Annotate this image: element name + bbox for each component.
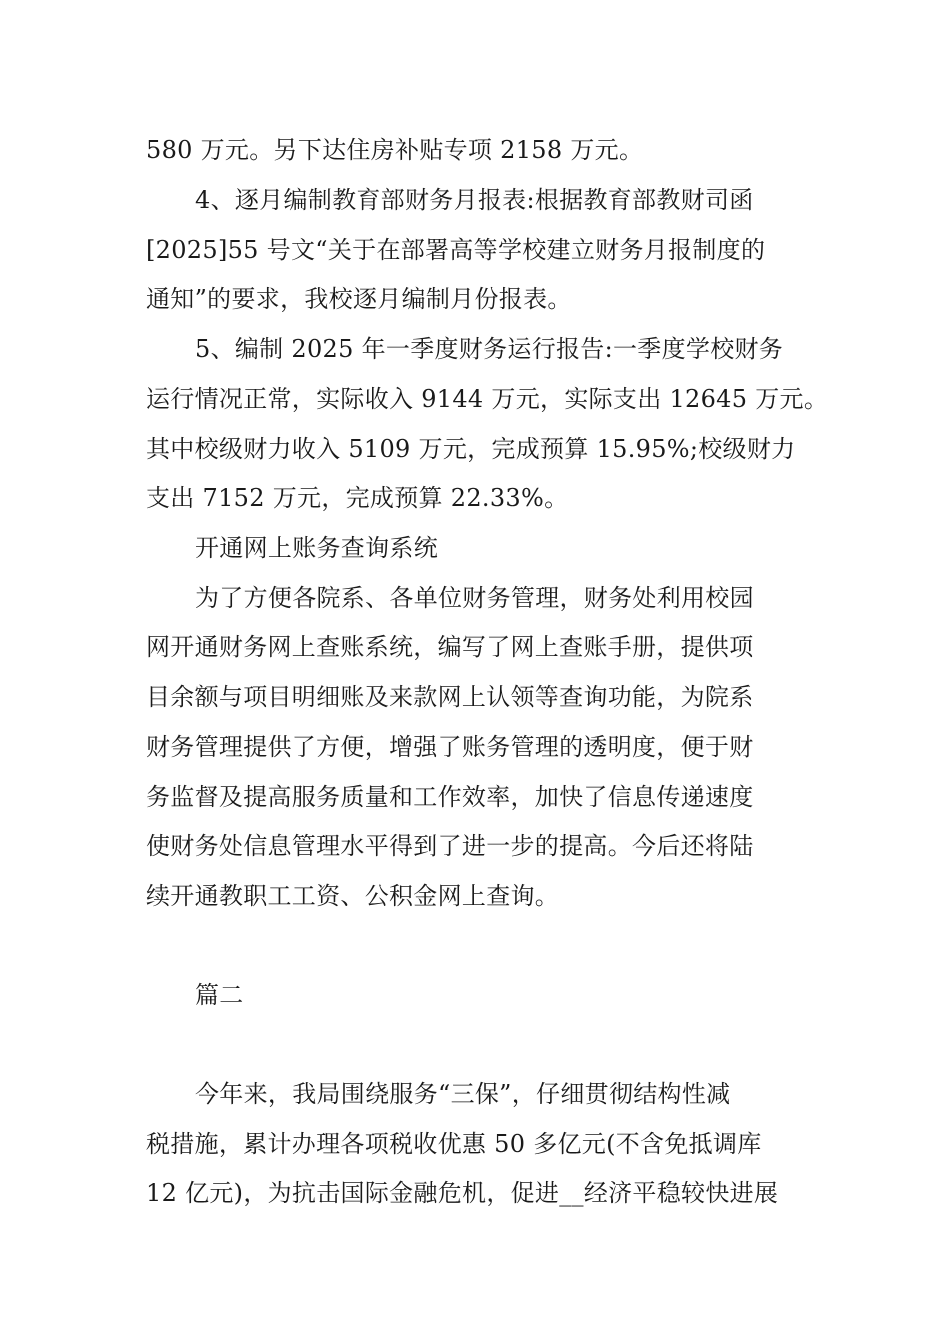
paragraph-line: 运行情况正常，实际收入 9144 万元，实际支出 12645 万元。 <box>146 385 829 413</box>
paragraph-line: 通知”的要求，我校逐月编制月份报表。 <box>146 285 572 313</box>
paragraph-line: 目余额与项目明细账及来款网上认领等查询功能，为院系 <box>146 683 754 711</box>
paragraph-line: [2025]55 号文“关于在部署高等学校建立财务月报制度的 <box>146 236 766 264</box>
paragraph-line: 使财务处信息管理水平得到了进一步的提高。今后还将陆 <box>146 832 754 860</box>
part-heading: 篇二 <box>195 981 244 1009</box>
section-heading: 开通网上账务查询系统 <box>195 534 438 562</box>
paragraph-line: 支出 7152 万元，完成预算 22.33%。 <box>146 484 569 512</box>
paragraph-line: 网开通财务网上查账系统，编写了网上查账手册，提供项 <box>146 633 754 661</box>
paragraph-line: 580 万元。另下达住房补贴专项 2158 万元。 <box>146 136 644 164</box>
paragraph-line: 务监督及提高服务质量和工作效率，加快了信息传递速度 <box>146 783 754 811</box>
paragraph-line: 税措施，累计办理各项税收优惠 50 多亿元(不含免抵调库 <box>146 1130 762 1158</box>
paragraph-line: 今年来，我局围绕服务“三保”，仔细贯彻结构性减 <box>195 1080 731 1108</box>
paragraph-line: 12 亿元)，为抗击国际金融危机，促进__经济平稳较快进展 <box>146 1179 779 1207</box>
paragraph-line: 续开通教职工工资、公积金网上查询。 <box>146 882 560 910</box>
paragraph-line: 财务管理提供了方便，增强了账务管理的透明度，便于财 <box>146 733 754 761</box>
paragraph-line: 其中校级财力收入 5109 万元，完成预算 15.95%;校级财力 <box>146 435 796 463</box>
paragraph-line: 4、逐月编制教育部财务月报表:根据教育部教财司函 <box>195 186 754 214</box>
paragraph-line: 为了方便各院系、各单位财务管理，财务处利用校园 <box>195 584 754 612</box>
paragraph-line: 5、编制 2025 年一季度财务运行报告:一季度学校财务 <box>195 335 784 363</box>
